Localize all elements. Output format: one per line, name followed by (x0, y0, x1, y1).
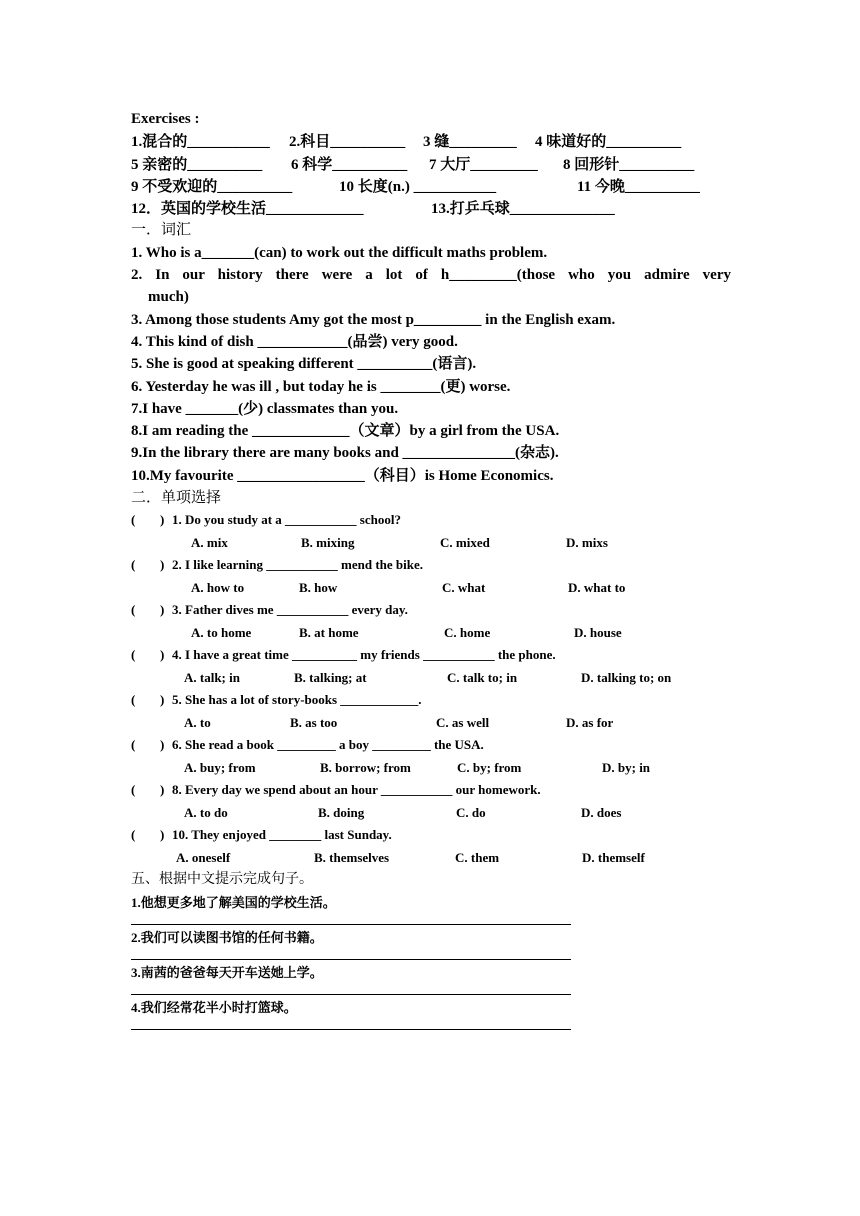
answer-paren-close: ) (160, 602, 165, 618)
vocab-item: 4 味道好的__________ (535, 134, 682, 151)
choice-question (131, 644, 731, 667)
choice-question (131, 509, 731, 532)
vocab-row (131, 130, 731, 152)
choice-question (131, 779, 731, 802)
vocab-row (131, 197, 731, 219)
option-b[interactable]: B. as too (290, 714, 338, 730)
answer-line[interactable] (131, 1029, 571, 1030)
vocab-item: 13.打乒乓球______________ (431, 201, 615, 218)
option-b[interactable]: B. borrow; from (320, 759, 411, 775)
option-d[interactable]: D. as for (566, 714, 614, 730)
answer-paren-open[interactable]: ( (131, 602, 136, 618)
option-c[interactable]: C. by; from (457, 759, 522, 775)
choice-options (131, 802, 731, 825)
answer-paren-open[interactable]: ( (131, 512, 136, 528)
option-c[interactable]: C. talk to; in (447, 669, 518, 685)
worksheet (131, 108, 731, 1030)
option-d[interactable]: D. talking to; on (581, 669, 672, 685)
answer-paren-open[interactable]: ( (131, 647, 136, 663)
choice-options (131, 712, 731, 735)
choice-question (131, 599, 731, 622)
fill-item: 4. This kind of dish ____________(品尝) very good. (131, 333, 458, 350)
option-b[interactable]: B. talking; at (294, 669, 367, 685)
choice-question (131, 554, 731, 577)
vocab-item: 9 不受欢迎的__________ (131, 178, 293, 195)
question-text: 8. Every day we spend about an hour ___________ our homework. (172, 782, 541, 798)
choice-options (131, 847, 731, 870)
question-text: 6. She read a book _________ a boy _________ the USA. (172, 737, 484, 753)
option-a[interactable]: A. how to (191, 579, 245, 595)
question-text: 1. Do you study at a ___________ school? (172, 512, 401, 528)
answer-paren-close: ) (160, 692, 165, 708)
translation-prompt: 3.南茜的爸爸每天开车送她上学。 (131, 964, 323, 980)
answer-paren-close: ) (160, 647, 165, 663)
vocab-item: 6 科学__________ (291, 156, 408, 173)
vocab-item: 10 长度(n.) ___________ (339, 178, 497, 195)
vocab-item: 11 今晚__________ (577, 178, 700, 195)
option-b[interactable]: B. at home (299, 624, 359, 640)
translation-prompt: 2.我们可以读图书馆的任何书籍。 (131, 929, 323, 945)
section-translation-heading: 五、根据中文提示完成句子。 (131, 872, 313, 888)
choice-question (131, 824, 731, 847)
translation-prompt: 4.我们经常花半小时打篮球。 (131, 999, 297, 1015)
option-a[interactable]: A. buy; from (184, 759, 256, 775)
option-d[interactable]: D. does (581, 804, 622, 820)
fill-item: 9.In the library there are many books and _______________(杂志). (131, 445, 559, 462)
choice-question (131, 734, 731, 757)
option-d[interactable]: D. house (574, 624, 622, 640)
section-vocab-heading: 一．词汇 (131, 222, 192, 239)
option-a[interactable]: A. to (184, 714, 211, 730)
option-c[interactable]: C. what (442, 579, 486, 595)
answer-paren-close: ) (160, 827, 165, 843)
option-a[interactable]: A. to do (184, 804, 228, 820)
vocab-item: 1.混合的___________ (131, 134, 270, 151)
translation-section (131, 892, 731, 1030)
fill-item: 2. In our history there were a lot of h_________(those who you admire very (131, 267, 731, 284)
vocab-row (131, 175, 731, 197)
option-c[interactable]: C. home (444, 624, 491, 640)
question-text: 2. I like learning ___________ mend the bike. (172, 557, 423, 573)
vocab-grid (131, 130, 731, 219)
question-text: 5. She has a lot of story-books ____________. (172, 692, 422, 708)
answer-paren-open[interactable]: ( (131, 782, 136, 798)
option-c[interactable]: C. do (456, 804, 486, 820)
fill-item: 6. Yesterday he was ill , but today he is ________(更) worse. (131, 378, 511, 395)
answer-paren-open[interactable]: ( (131, 692, 136, 708)
section-choice-heading: 二．单项选择 (131, 490, 222, 507)
question-text: 10. They enjoyed ________ last Sunday. (172, 827, 392, 843)
option-d[interactable]: D. themself (582, 849, 645, 865)
option-c[interactable]: C. them (455, 849, 500, 865)
choice-options (131, 622, 731, 645)
fill-item-continued: much) (148, 289, 189, 306)
option-b[interactable]: B. mixing (301, 534, 355, 550)
option-b[interactable]: B. doing (318, 804, 365, 820)
option-a[interactable]: A. mix (191, 534, 228, 550)
fill-item: 10.My favourite _________________（科目）is Home Economics. (131, 467, 554, 484)
option-a[interactable]: A. to home (191, 624, 252, 640)
fill-item: 1. Who is a_______(can) to work out the difficult maths problem. (131, 244, 548, 261)
option-b[interactable]: B. themselves (314, 849, 390, 865)
option-c[interactable]: C. as well (436, 714, 490, 730)
question-text: 4. I have a great time __________ my friends ___________ the phone. (172, 647, 556, 663)
choice-options (131, 532, 731, 555)
fill-item: 8.I am reading the _____________（文章）by a girl from the USA. (131, 423, 560, 440)
choice-question (131, 689, 731, 712)
choice-options (131, 757, 731, 780)
option-d[interactable]: D. mixs (566, 534, 608, 550)
option-d[interactable]: D. what to (568, 579, 626, 595)
vocab-item: 12．英国的学校生活_____________ (131, 201, 364, 218)
question-text: 3. Father dives me ___________ every day. (172, 602, 408, 618)
answer-paren-open[interactable]: ( (131, 557, 136, 573)
vocab-item: 8 回形针__________ (563, 156, 695, 173)
vocab-item: 5 亲密的__________ (131, 156, 263, 173)
translation-prompt: 1.他想更多地了解美国的学校生活。 (131, 894, 336, 910)
answer-paren-close: ) (160, 512, 165, 528)
answer-paren-close: ) (160, 737, 165, 753)
vocab-fill-section (131, 242, 731, 487)
answer-paren-close: ) (160, 782, 165, 798)
answer-paren-close: ) (160, 557, 165, 573)
exercises-title: Exercises : (131, 111, 200, 127)
vocab-item: 7 大厅_________ (429, 156, 538, 173)
option-c[interactable]: C. mixed (440, 534, 490, 550)
option-a[interactable]: A. oneself (176, 849, 231, 865)
answer-paren-open[interactable]: ( (131, 737, 136, 753)
option-b[interactable]: B. how (299, 579, 338, 595)
vocab-item: 2.科目__________ (289, 134, 406, 151)
choice-options (131, 667, 731, 690)
answer-paren-open[interactable]: ( (131, 827, 136, 843)
fill-item: 5. She is good at speaking different __________(语言). (131, 356, 477, 373)
option-a[interactable]: A. talk; in (184, 669, 240, 685)
vocab-row (131, 153, 731, 175)
fill-item: 7.I have _______(少) classmates than you. (131, 400, 399, 417)
fill-item: 3. Among those students Amy got the most p_________ in the English exam. (131, 311, 616, 328)
vocab-item: 3 缝_________ (423, 134, 517, 151)
multiple-choice-section (131, 509, 731, 869)
option-d[interactable]: D. by; in (602, 759, 651, 775)
choice-options (131, 577, 731, 600)
